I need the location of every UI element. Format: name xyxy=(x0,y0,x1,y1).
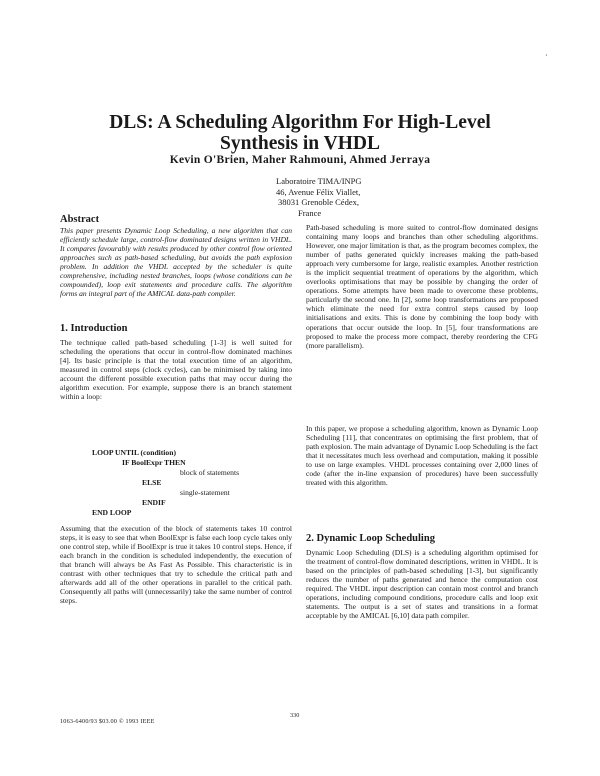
authors: Kevin O'Brien, Maher Rahmouni, Ahmed Jerraya xyxy=(169,154,431,166)
code-line: ELSE xyxy=(142,478,162,487)
affiliation-line: 38031 Grenoble Cédex, xyxy=(278,197,359,207)
affiliation-line: 46, Avenue Félix Viallet, xyxy=(276,186,361,197)
page-number: 330 xyxy=(290,712,300,719)
title-line-1: DLS: A Scheduling Algorithm For High-Level xyxy=(109,112,491,133)
scan-mark: · xyxy=(545,51,548,60)
affiliation-line: France xyxy=(298,207,322,218)
section-2-heading: 2. Dynamic Loop Scheduling xyxy=(306,533,435,544)
code-line: END LOOP xyxy=(92,508,132,517)
code-line: LOOP UNTIL (condition) xyxy=(92,448,176,457)
code-line: ENDIF xyxy=(142,498,166,507)
copyright-line: 1063-6400/93 $03.00 © 1993 IEEE xyxy=(60,718,155,725)
intro-section xyxy=(60,323,292,401)
section-2-paragraph: Dynamic Loop Scheduling (DLS) is a scheduling algorithm optimised for the treatment of control-flow dominated descriptions, written in VHDL. It is based on the principles of path-based scheduling [1-3], but significantly reduces the number of paths generated and hence the computation cost required. The VHDL input description can contain most control and branch operations, including compound conditions, procedure calls and loop exit statements. The output is a set of states and transitions in a format acceptable by the AMICAL [6,10] data path compiler. xyxy=(306,548,538,621)
intro-paragraph-2-block xyxy=(60,524,292,605)
code-line: single-statement xyxy=(180,488,230,497)
intro-heading: 1. Introduction xyxy=(60,323,128,334)
paper-title xyxy=(60,112,540,154)
right-column-middle xyxy=(306,424,538,487)
right-column-top xyxy=(306,223,538,350)
intro-paragraph-1: The technique called path-based scheduling [1-3] is well suited for scheduling the operations that occur in control-flow dominated machines [4]. Its basic principle is that the total execution time of an algorithm, measured in control steps (clock cycles), can be minimised by taking into account the different possible execution paths that may occur during the algorithm execution. For example, suppose there is an branch statement within a loop: xyxy=(60,338,292,402)
section-2 xyxy=(306,533,538,620)
right-paragraph-2: In this paper, we propose a scheduling algorithm, known as Dynamic Loop Scheduling [11], that concentrates on optimising the first problem, that of path explosion. The main advantage of Dynamic Loop Scheduling is the fact that it necessitates much less overhead and computation, making it possible to use on large examples. VHDL processes containing over 2,000 lines of code (after the in-line expansion of procedures) have been successfully treated with this algorithm. xyxy=(306,424,538,488)
right-paragraph-1: Path-based scheduling is more suited to control-flow dominated designs containing many loops and branches than other scheduling algorithms. However, one major limitation is that, as the program becomes complex, the number of paths generated quickly increases making the path-based approach very cumbersome for large, realistic examples. Another restriction is the implicit sequential treatment of operations by the algorithm, which overlooks optimisations that may be possible by changing the order of operations. Some attempts have been made to overcome these problems, particularly the second one. In [2], some loop transformations are proposed which eliminate the need for extra control steps caused by loop initialisations and exits. This is done by combining the loop body with operations that occur outside the loop. In [5], four transformations are proposed to make the process more compact, thereby reordering the CFG (more parallelism). xyxy=(306,223,538,350)
intro-paragraph-2: Assuming that the execution of the block of statements takes 10 control steps, it is easy to see that when BoolExpr is false each loop cycle takes only one control step, while if BoolExpr is true it takes 10 control steps. Hence, if each branch in the condition is scheduled independently, the execution of that branch will always be As Fast As Possible. This characteristic is in contrast with other techniques that try to schedule the critical path and afterwards add all of the other operations in parallel to the critical path. Consequently all paths will (unnecessarily) take the same number of control steps. xyxy=(60,524,292,606)
affiliation-line: Laboratoire TIMA/INPG xyxy=(276,176,362,186)
code-line: block of statements xyxy=(180,468,240,477)
abstract-text: This paper presents Dynamic Loop Scheduling, a new algorithm that can efficiently schedule large, control-flow dominated designs written in VHDL. It compares favourably with results produced by other control flow oriented approaches such as path-based scheduling, but avoids the path explosion problem. In addition the VHDL accepted by the scheduler is quite comprehensive, including nested branches, loops (whose conditions can be compounded), loop exit statements and procedure calls. The algorithm forms an integral part of the AMICAL data-path compiler. xyxy=(60,226,292,299)
abstract-section xyxy=(60,214,292,298)
affiliation xyxy=(276,176,416,218)
title-line-2: Synthesis in VHDL xyxy=(219,133,381,154)
code-line: IF BoolExpr THEN xyxy=(122,458,186,467)
abstract-heading: Abstract xyxy=(60,214,100,225)
